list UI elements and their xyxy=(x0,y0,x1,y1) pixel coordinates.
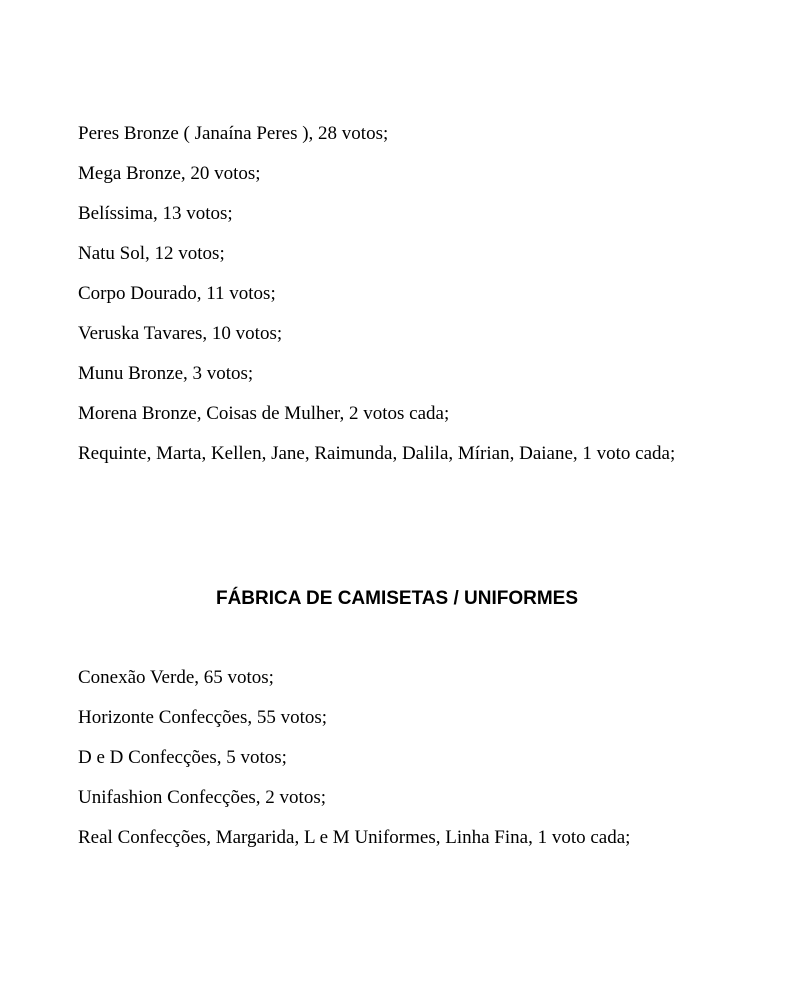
list-item: Conexão Verde, 65 votos; xyxy=(78,667,274,688)
list-item: D e D Confecções, 5 votos; xyxy=(78,747,287,768)
list-item: Requinte, Marta, Kellen, Jane, Raimunda, Dalila, Mírian, Daiane, 1 voto cada; xyxy=(78,443,676,464)
list-item: Horizonte Confecções, 55 votos; xyxy=(78,707,328,728)
list-item: Natu Sol, 12 votos; xyxy=(78,243,225,264)
list-item: Mega Bronze, 20 votos; xyxy=(78,163,261,184)
vote-list-bronze xyxy=(78,120,719,467)
vote-list-uniforms xyxy=(78,664,719,851)
list-item: Munu Bronze, 3 votos; xyxy=(78,363,254,384)
section-heading: FÁBRICA DE CAMISETAS / UNIFORMES xyxy=(215,588,579,609)
list-item: Real Confecções, Margarida, L e M Uniformes, Linha Fina, 1 voto cada; xyxy=(78,827,631,848)
list-item: Peres Bronze ( Janaína Peres ), 28 votos; xyxy=(78,123,389,144)
list-item: Unifashion Confecções, 2 votos; xyxy=(78,787,327,808)
list-item: Belíssima, 13 votos; xyxy=(78,203,233,224)
list-item: Veruska Tavares, 10 votos; xyxy=(78,323,283,344)
list-item: Corpo Dourado, 11 votos; xyxy=(78,283,276,304)
list-item: Morena Bronze, Coisas de Mulher, 2 votos cada; xyxy=(78,403,450,424)
